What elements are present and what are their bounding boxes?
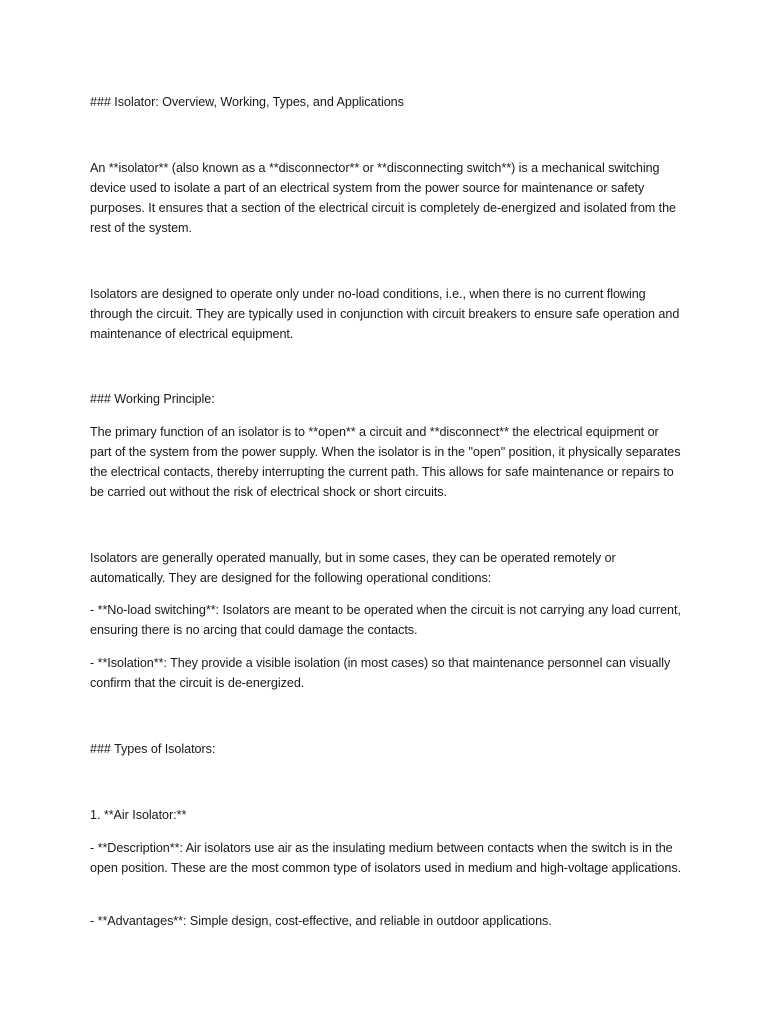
- air-isolator-description: - **Description**: Air isolators use air as the insulating medium between contacts when the switch is in the open position. These are the most common type of isolators used in medium and high-voltage applications.: [90, 841, 682, 875]
- intro-paragraph-1: An **isolator** (also known as a **disconnector** or **disconnecting switch**) is a mechanical switching device used to isolate a part of an electrical system from the power source for maintenance or safety purposes. It ensures that a section of the electrical circuit is completely de-energized and isolated from the rest of the system.: [90, 161, 677, 235]
- working-paragraph-2: Isolators are generally operated manually, but in some cases, they can be operated remotely or automatically. They are designed for the following operational conditions:: [90, 551, 616, 585]
- bullet-isolation: - **Isolation**: They provide a visible isolation (in most cases) so that maintenance personnel can visually confirm that the circuit is de-energized.: [90, 656, 671, 690]
- bullet-no-load-switching: - **No-load switching**: Isolators are meant to be operated when the circuit is not carrying any load current, ensuring there is no arcing that could damage the contacts.: [90, 603, 681, 637]
- document-title: ### Isolator: Overview, Working, Types, and Applications: [90, 95, 404, 109]
- working-paragraph-1: The primary function of an isolator is to **open** a circuit and **disconnect** the electrical equipment or part of the system from the power supply. When the isolator is in the "open" position, it physically separates the electrical contacts, thereby interrupting the current path. This allows for safe maintenance or repairs to be carried out without the risk of electrical shock or short circuits.: [90, 425, 681, 499]
- heading-working-principle: ### Working Principle:: [90, 392, 215, 406]
- air-isolator-advantages: - **Advantages**: Simple design, cost-effective, and reliable in outdoor applications.: [90, 914, 552, 928]
- type-air-isolator: 1. **Air Isolator:**: [90, 808, 187, 822]
- intro-paragraph-2: Isolators are designed to operate only under no-load conditions, i.e., when there is no current flowing through the circuit. They are typically used in conjunction with circuit breakers to ensure safe operation and maintenance of electrical equipment.: [90, 287, 680, 341]
- heading-types-of-isolators: ### Types of Isolators:: [90, 742, 216, 756]
